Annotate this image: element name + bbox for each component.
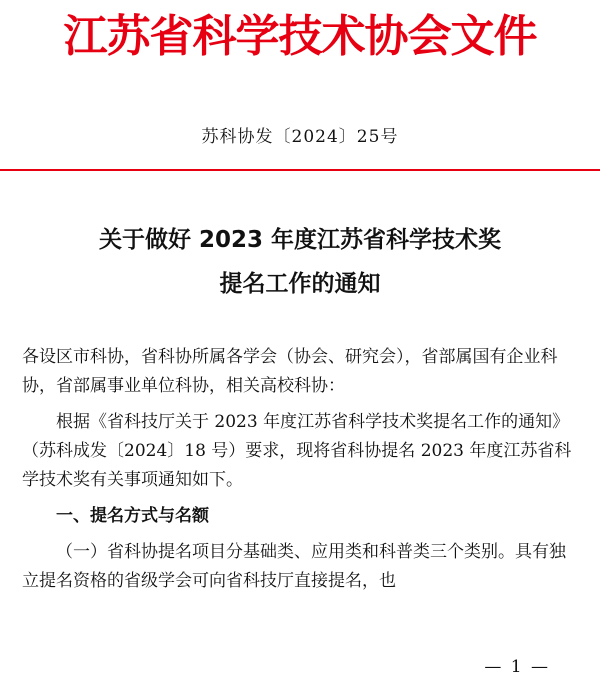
document-title: [0, 218, 600, 306]
salutation: 各设区市科协，省科协所属各学会（协会、研究会），省部属国有企业科协，省部属事业单位科协，相关高校科协：: [22, 347, 558, 396]
section-1-heading: 一、提名方式与名额: [56, 506, 209, 526]
title-line-2: 提名工作的通知: [219, 271, 381, 297]
intro-paragraph: 根据《省科技厅关于 2023 年度江苏省科学技术奖提名工作的通知》（苏科成发〔2024〕18 号）要求，现将省科协提名 2023 年度江苏省科学技术奖有关事项通知如下。: [22, 412, 572, 490]
header-divider: [0, 169, 600, 171]
document-body: [22, 343, 582, 603]
document-number: 苏科协发〔2024〕25号: [201, 127, 399, 147]
title-line-1: 关于做好 2023 年度江苏省科学技术奖: [98, 227, 502, 253]
document-header: 江苏省科学技术协会文件: [63, 11, 537, 62]
page-number: — 1 —: [484, 657, 550, 677]
section-1-paragraph: （一）省科协提名项目分基础类、应用类和科普类三个类别。具有独立提名资格的省级学会可向省科技厅直接提名，也: [22, 542, 566, 591]
